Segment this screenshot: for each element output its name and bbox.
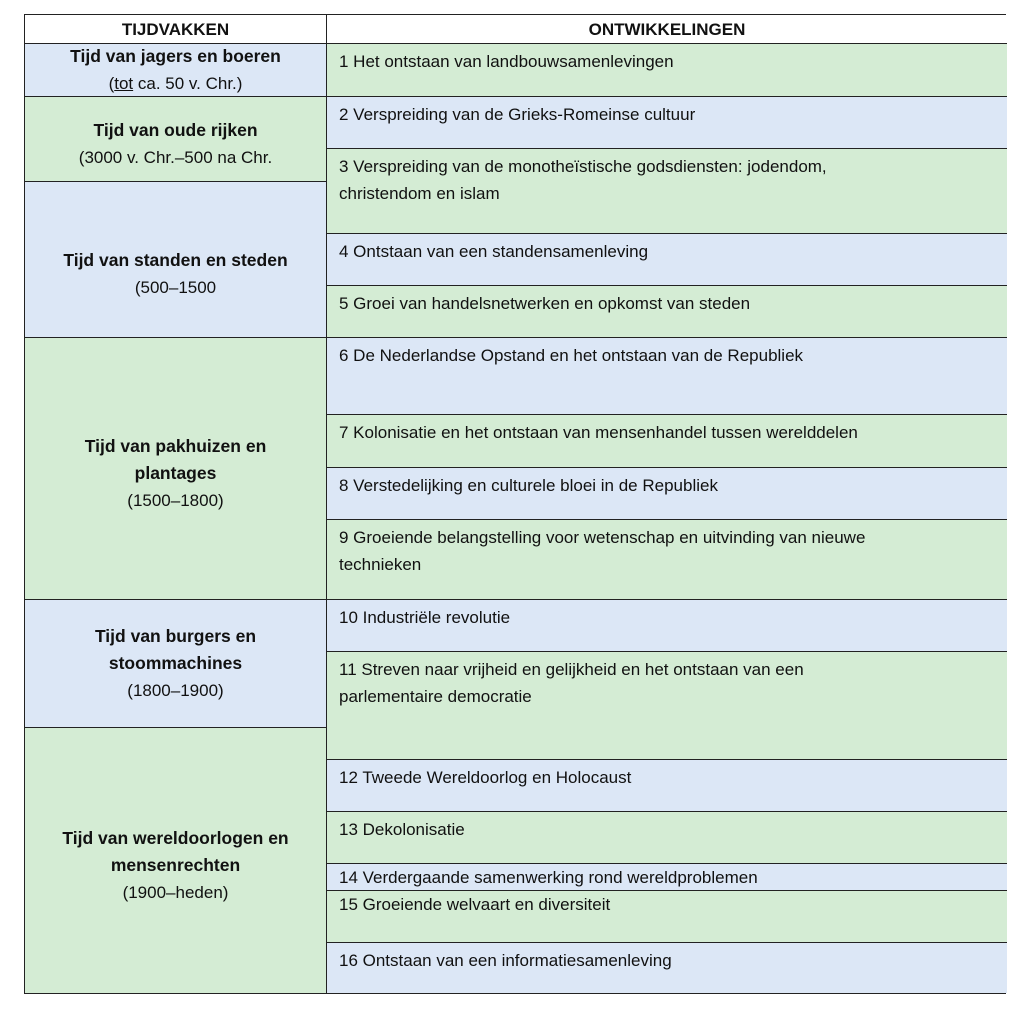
development-11: 11 Streven naar vrijheid en gelijkheid en het ontstaan van een parlementaire democratie <box>327 652 1007 760</box>
period-title-line1: Tijd van wereldoorlogen en <box>62 828 289 848</box>
development-6: 6 De Nederlandse Opstand en het ontstaan van de Republiek <box>327 338 1007 415</box>
period-title: Tijd van oude rijken <box>93 120 258 140</box>
development-2: 2 Verspreiding van de Grieks-Romeinse cultuur <box>327 97 1007 149</box>
period-oude-rijken <box>25 97 327 182</box>
period-date: (1500–1800) <box>127 491 224 510</box>
header-tijdvakken: TIJDVAKKEN <box>25 15 327 44</box>
period-pakhuizen-plantages <box>25 338 327 600</box>
development-15: 15 Groeiende welvaart en diversiteit <box>327 891 1007 943</box>
development-13: 13 Dekolonisatie <box>327 812 1007 864</box>
development-3: 3 Verspreiding van de monotheïstische godsdiensten: jodendom, christendom en islam <box>327 149 1007 234</box>
development-16: 16 Ontstaan van een informatiesamenleving <box>327 943 1007 993</box>
period-date: (3000 v. Chr.–500 na Chr. <box>78 148 273 167</box>
period-date: (tot ca. 50 v. Chr.) <box>108 74 243 93</box>
period-burgers-stoommachines <box>25 600 327 728</box>
development-1: 1 Het ontstaan van landbouwsamenlevingen <box>327 44 1007 97</box>
development-8: 8 Verstedelijking en culturele bloei in de Republiek <box>327 468 1007 520</box>
development-7: 7 Kolonisatie en het ontstaan van mensenhandel tussen werelddelen <box>327 415 1007 468</box>
periods-table <box>24 14 1006 994</box>
period-jagers-boeren <box>25 44 327 97</box>
development-9: 9 Groeiende belangstelling voor wetenschap en uitvinding van nieuwe technieken <box>327 520 1007 600</box>
development-14: 14 Verdergaande samenwerking rond wereldproblemen <box>327 864 1007 891</box>
development-4: 4 Ontstaan van een standensamenleving <box>327 234 1007 286</box>
period-wereldoorlogen-mensenrechten <box>25 728 327 993</box>
period-date: (1900–heden) <box>122 883 229 902</box>
period-title-line2: mensenrechten <box>110 855 241 875</box>
period-title-line1: Tijd van burgers en <box>94 626 257 646</box>
period-title: Tijd van jagers en boeren <box>70 46 281 66</box>
period-title: Tijd van standen en steden <box>63 249 288 270</box>
period-date: (500–1500 <box>134 277 217 297</box>
header-ontwikkelingen: ONTWIKKELINGEN <box>327 15 1007 44</box>
period-title-line1: Tijd van pakhuizen en <box>84 436 267 456</box>
period-title-line2: stoommachines <box>108 653 243 673</box>
development-10: 10 Industriële revolutie <box>327 600 1007 652</box>
period-title-line2: plantages <box>134 463 217 483</box>
development-12: 12 Tweede Wereldoorlog en Holocaust <box>327 760 1007 812</box>
period-standen-steden <box>25 182 327 338</box>
development-5: 5 Groei van handelsnetwerken en opkomst van steden <box>327 286 1007 338</box>
period-date: (1800–1900) <box>127 681 224 700</box>
